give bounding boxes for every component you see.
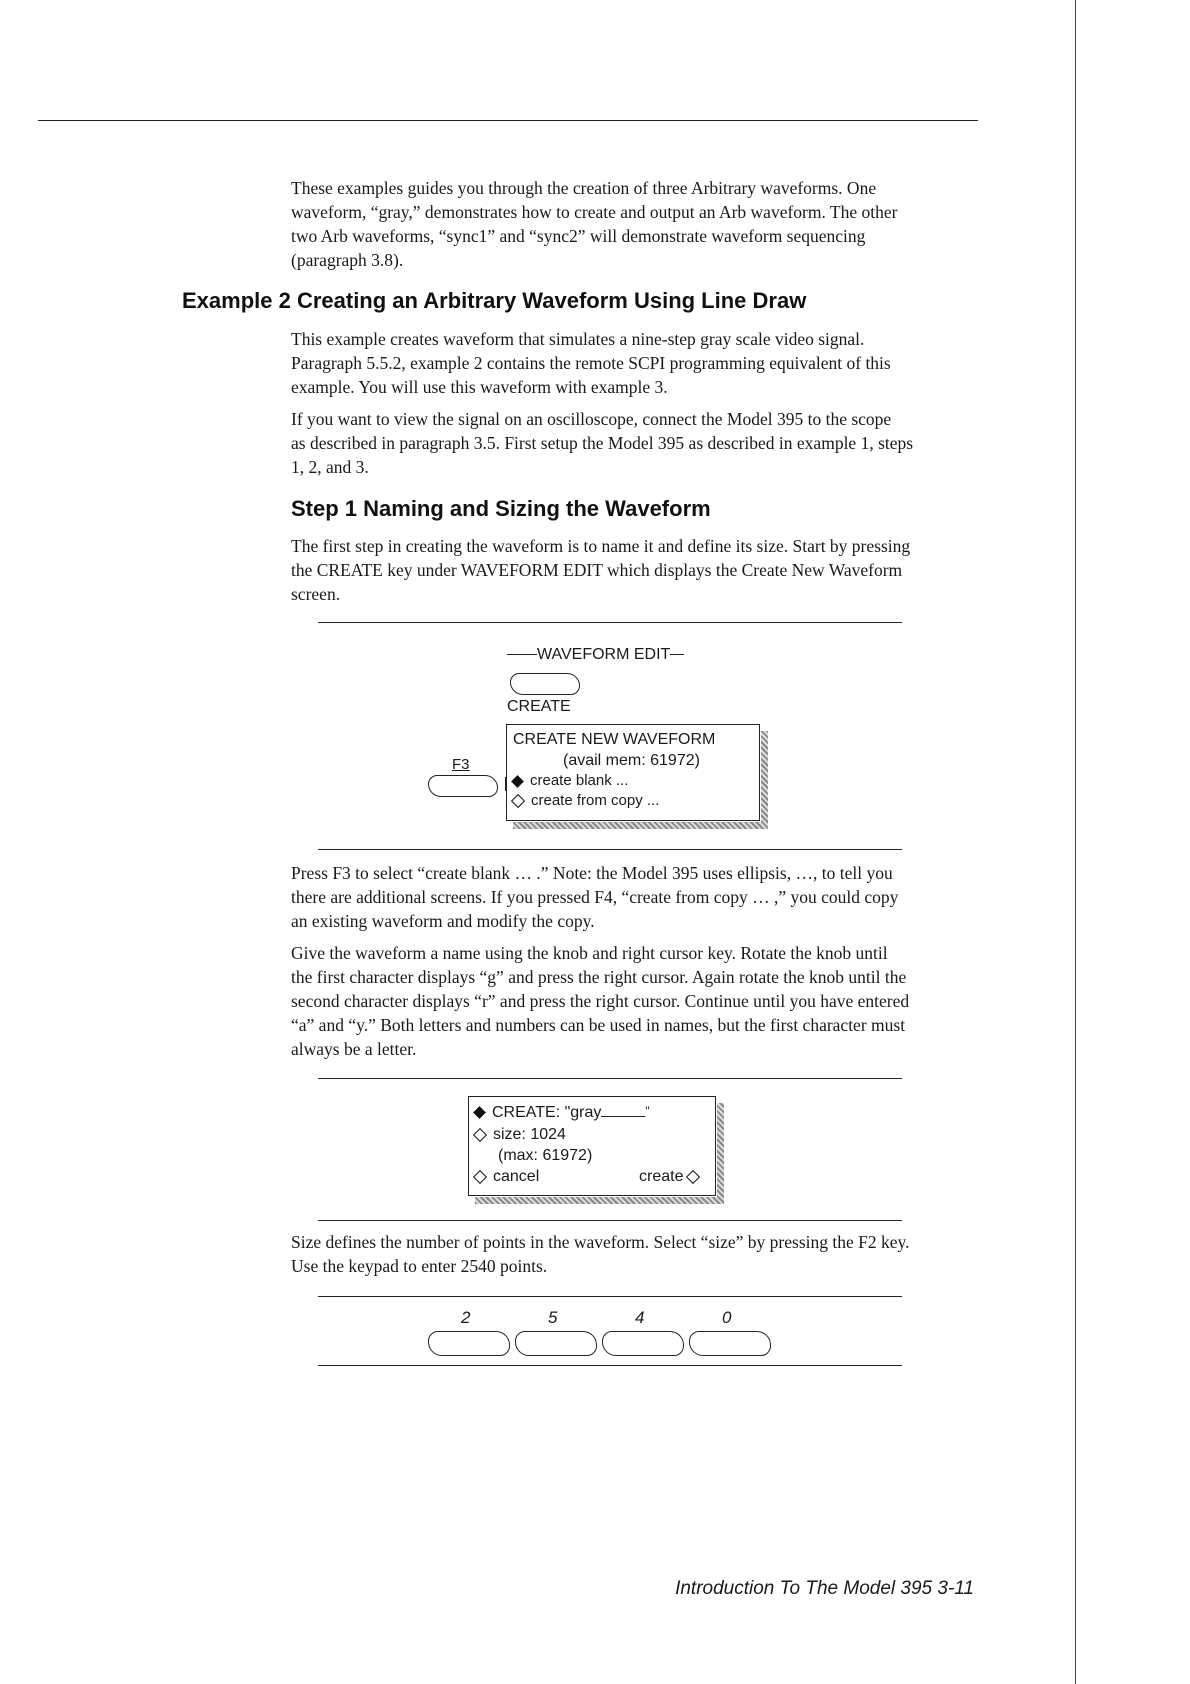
step-paragraph-3: Give the waveform a name using the knob and right cursor key. Rotate the knob until the first character displays “g” and press the right cursor. Again rotate the knob until the second character displays “r” and press the right cursor. Continue until you have entered “a” and “y.” Both letters and numbers can be used in names, but the first character must always be a letter. [291,943,910,1059]
figure2-bottom-rule [318,1220,902,1221]
key-label-5: 5 [548,1308,558,1327]
filled-diamond-icon [511,775,524,788]
figure2-top-rule [318,1078,902,1079]
example-paragraph-2: If you want to view the signal on an oscilloscope, connect the Model 395 to the scope as described in paragraph 3.5. First setup the Model 395 as described in example 1, steps 1, 2, and 3. [291,409,914,477]
example-heading: Example 2 Creating an Arbitrary Waveform Using Line Draw [182,288,807,313]
key-2[interactable] [428,1331,510,1356]
key-5[interactable] [515,1331,597,1356]
step-paragraph-4: Size defines the number of points in the waveform. Select “size” by pressing the F2 key. Use the keypad to enter 2540 points. [291,1232,910,1276]
step-heading: Step 1 Naming and Sizing the Waveform [291,496,711,521]
hollow-diamond-icon [473,1170,487,1184]
step-paragraph-2: Press F3 to select “create blank … .” Note: the Model 395 uses ellipsis, …, to tell you there are additional screens. If you pressed F4, “create from copy … ,” you could copy an existing waveform and modify the copy. [291,863,899,931]
key-label-0: 0 [722,1308,732,1327]
option-create-from-copy[interactable]: create from copy ... [513,792,659,809]
screen-title: CREATE NEW WAVEFORM [513,731,716,748]
key-label-4: 4 [635,1308,645,1327]
create-key-label: CREATE [507,698,571,715]
figure1-top-rule [318,622,902,623]
header-rule [38,120,978,121]
create-option[interactable]: create [639,1168,698,1186]
create-name-line[interactable]: CREATE: "gray " [475,1104,650,1122]
waveform-edit-group-label: WAVEFORM EDIT [507,646,684,664]
hollow-diamond-icon [511,794,525,808]
avail-mem: (avail mem: 61972) [563,752,700,769]
intro-paragraph: These examples guides you through the creation of three Arbitrary waveforms. One waveform, “gray,” demonstrates how to create and output an Arb waveform. The other two Arb waveforms, “sync1” and “sync2” will demonstrate waveform sequencing (paragraph 3.8). [291,178,898,270]
key-4[interactable] [602,1331,684,1356]
figure3-top-rule [318,1296,902,1297]
cancel-option[interactable]: cancel [475,1168,539,1186]
hollow-diamond-icon [473,1128,487,1142]
figure1-bottom-rule [318,849,902,850]
create-new-waveform-screen [506,724,760,821]
figure3-bottom-rule [318,1365,902,1366]
key-label-2: 2 [461,1308,471,1327]
create-gray-screen [468,1096,716,1196]
hollow-diamond-icon [686,1170,700,1184]
page-footer: Introduction To The Model 395 3-11 [675,1578,974,1599]
f3-key-label: F3 [452,756,470,773]
option-create-blank[interactable]: create blank ... [513,772,628,789]
max-line: (max: 61972) [498,1147,593,1164]
example-paragraph-1: This example creates waveform that simulates a nine-step gray scale video signal. Paragraph 5.5.2, example 2 contains the remote SCPI programming equivalent of this example. You will use this waveform with example 3. [291,329,891,397]
f3-key[interactable] [428,775,498,797]
filled-diamond-icon [473,1106,486,1119]
size-line[interactable]: size: 1024 [475,1126,566,1144]
key-0[interactable] [689,1331,771,1356]
scan-edge-line [1075,0,1076,1684]
create-key[interactable] [510,673,580,695]
step-paragraph-1: The first step in creating the waveform is to name it and define its size. Start by pressing the CREATE key under WAVEFORM EDIT which displays the Create New Waveform screen. [291,536,911,604]
